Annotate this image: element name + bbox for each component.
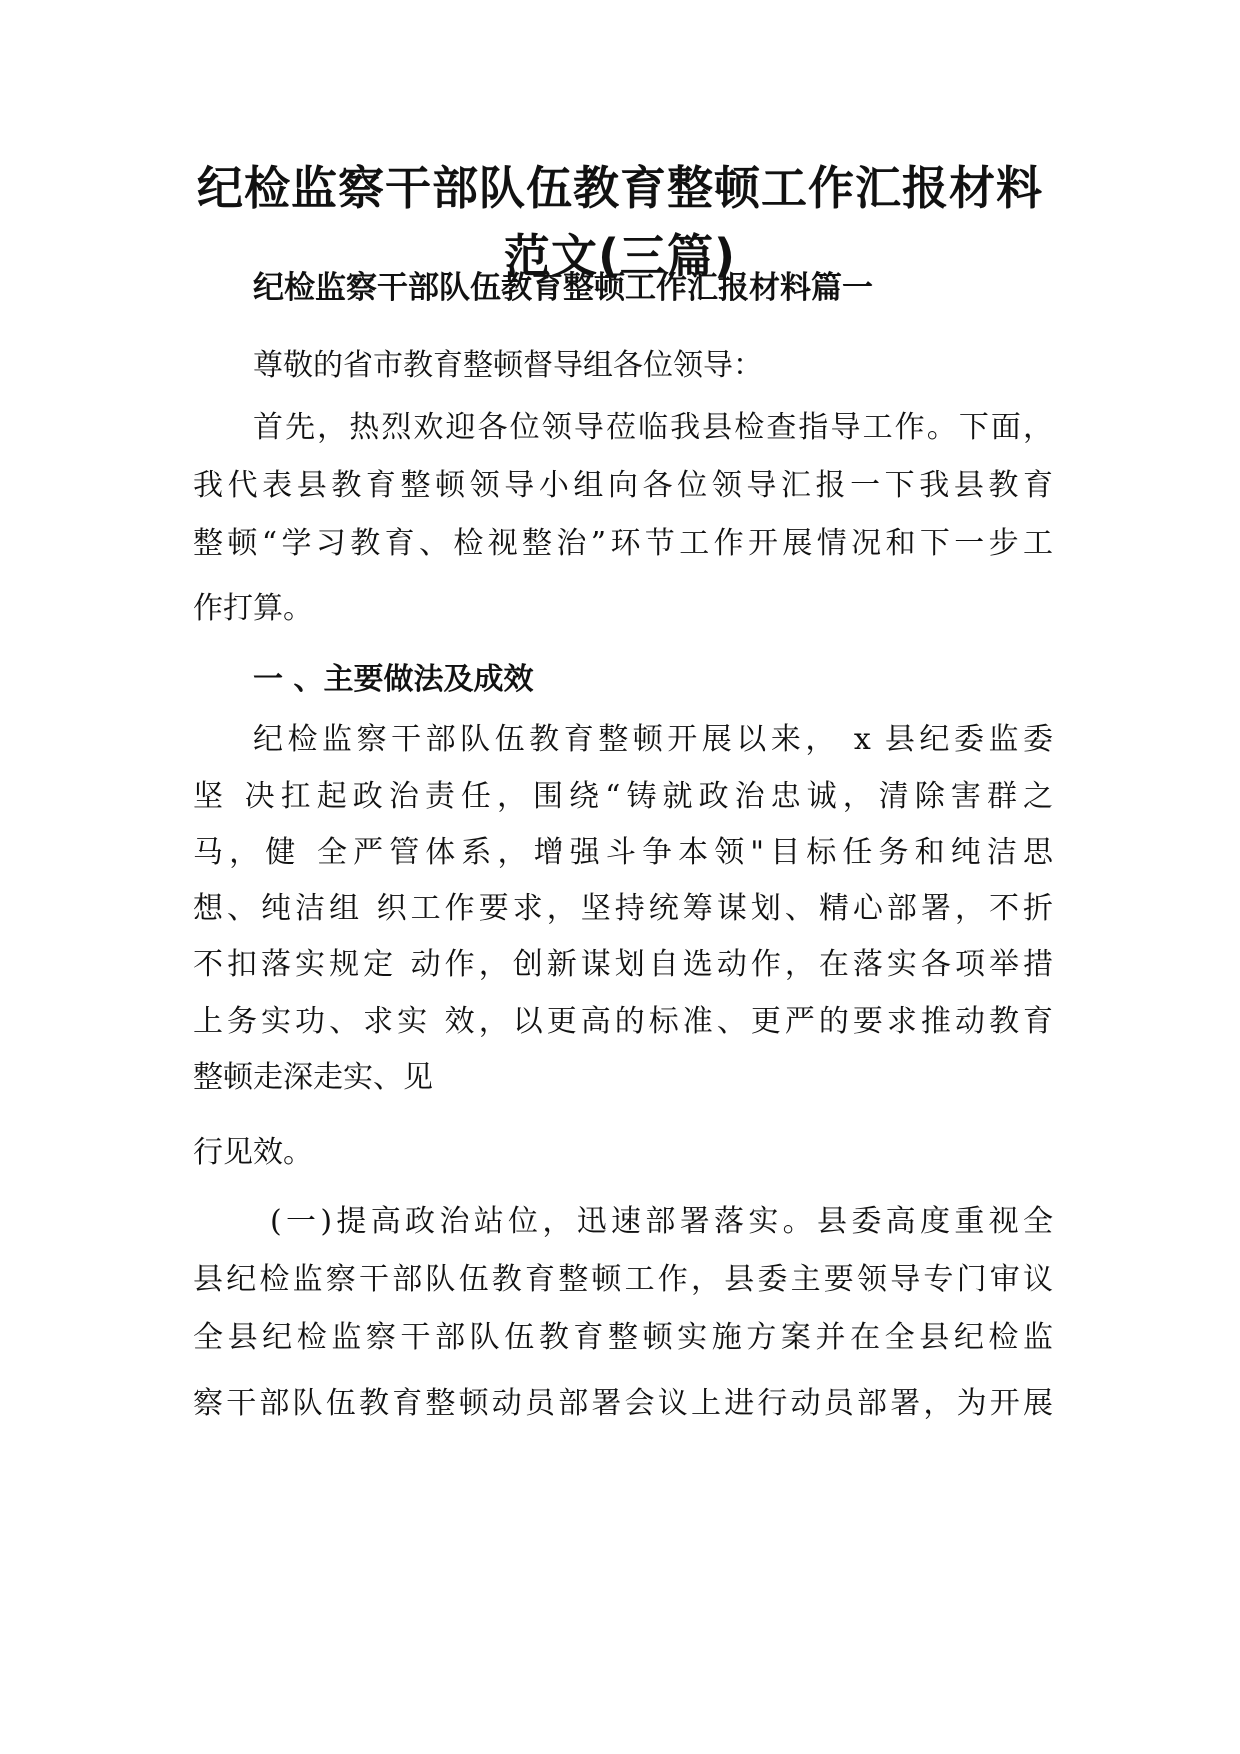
document-title-line-1: 纪检监察干部队伍教育整顿工作汇报材料 xyxy=(197,161,1043,215)
para-2-line-1: (一)提高政治站位，迅速部署落实。县委高度重视全 xyxy=(270,1204,1053,1239)
para-1-line-8: 行见效。 xyxy=(193,1135,313,1170)
intro-line-4: 作打算。 xyxy=(193,591,313,626)
para-1-line-3: 马，健 全严管体系，增强斗争本领"目标任务和纯洁思 xyxy=(193,835,1053,870)
intro-line-2: 我代表县教育整顿领导小组向各位领导汇报一下我县教育 xyxy=(193,468,1053,503)
para-1-line-7: 整顿走深走实、见 xyxy=(193,1060,433,1095)
para-2-line-3: 全县纪检监察干部队伍教育整顿实施方案并在全县纪检监 xyxy=(193,1320,1053,1355)
intro-line-3: 整顿“学习教育、检视整治”环节工作开展情况和下一步工 xyxy=(193,526,1053,561)
section-heading: 纪检监察干部队伍教育整顿工作汇报材料篇一 xyxy=(253,270,873,306)
para-2-line-2: 县纪检监察干部队伍教育整顿工作，县委主要领导专门审议 xyxy=(193,1262,1053,1297)
para-1-line-2: 坚 决扛起政治责任，围绕“铸就政治忠诚，清除害群之 xyxy=(193,779,1053,814)
para-1-line-6: 上务实功、求实 效，以更高的标准、更严的要求推动教育 xyxy=(193,1004,1053,1039)
intro-line-1: 首先，热烈欢迎各位领导莅临我县检查指导工作。下面， xyxy=(253,410,1053,445)
para-1-line-1: 纪检监察干部队伍教育整顿开展以来， x 县纪委监委 xyxy=(253,722,1053,757)
salutation: 尊敬的省市教育整顿督导组各位领导： xyxy=(253,348,763,383)
heading-main-practices: 一 、主要做法及成效 xyxy=(253,662,534,697)
para-2-line-4: 察干部队伍教育整顿动员部署会议上进行动员部署，为开展 xyxy=(193,1386,1053,1421)
para-1-line-4: 想、纯洁组 织工作要求，坚持统筹谋划、精心部署，不折 xyxy=(193,891,1053,926)
document-title-line-2: 范文(三篇) xyxy=(503,229,737,283)
para-1-line-5: 不扣落实规定 动作，创新谋划自选动作，在落实各项举措 xyxy=(193,947,1053,982)
